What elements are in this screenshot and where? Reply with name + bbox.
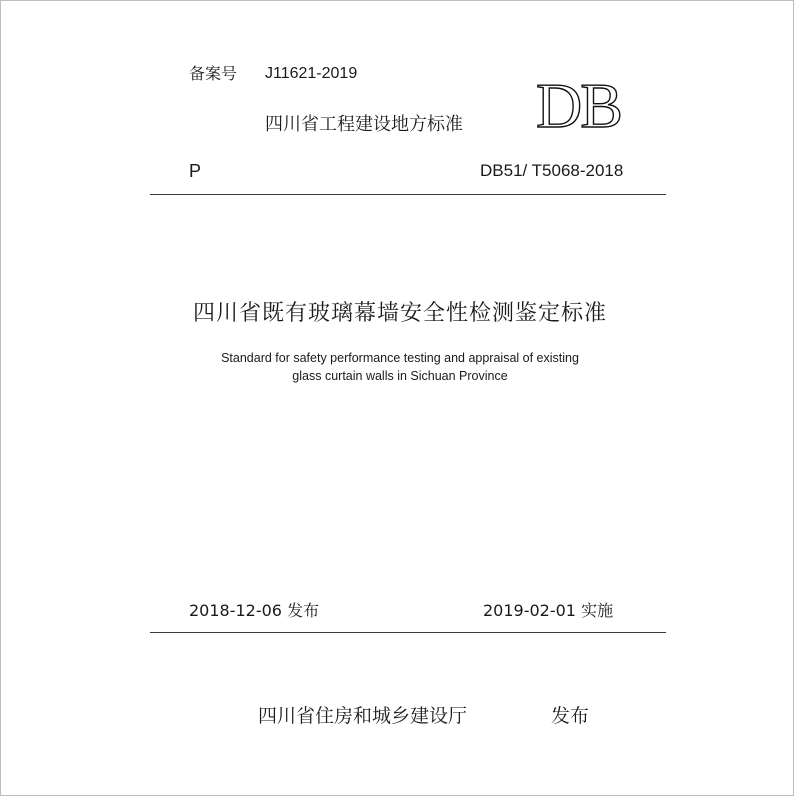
document-title-english: [0, 349, 800, 385]
db-logo: DB: [536, 70, 621, 141]
issue-date: 2018-12-06 发布: [189, 601, 320, 620]
record-number: J11621-2019: [265, 65, 358, 82]
top-divider: [150, 194, 666, 195]
publish-label: 发布: [551, 705, 590, 727]
record-label: 备案号: [189, 64, 238, 83]
category-letter: P: [189, 161, 202, 181]
bottom-divider: [150, 632, 666, 633]
standard-type: 四川省工程建设地方标准: [265, 114, 463, 135]
english-title-line-2: glass curtain walls in Sichuan Province: [292, 369, 508, 383]
implementation-date: 2019-02-01 实施: [483, 601, 614, 620]
english-title-line-1: Standard for safety performance testing and appraisal of existing: [221, 351, 579, 365]
document-title-chinese: 四川省既有玻璃幕墙安全性检测鉴定标准: [192, 301, 607, 326]
publisher-name: 四川省住房和城乡建设厅: [258, 705, 468, 727]
standard-code: DB51/ T5068-2018: [480, 161, 624, 180]
